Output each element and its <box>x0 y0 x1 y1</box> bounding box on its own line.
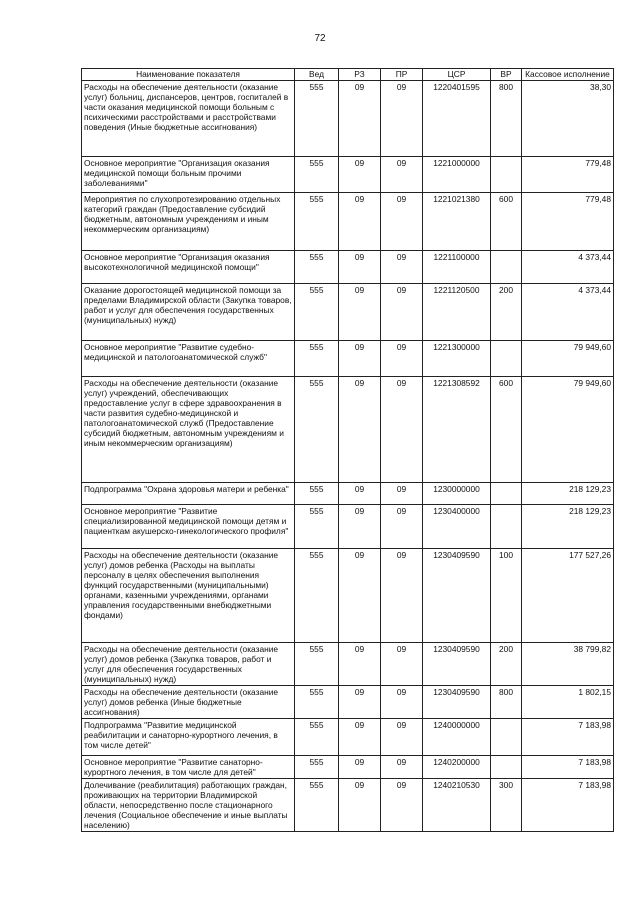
row-amount-cell: 38 799,82 <box>522 643 614 686</box>
row-amount-cell: 218 129,23 <box>522 483 614 505</box>
row-ved-cell: 555 <box>295 377 339 483</box>
column-header-pr: ПР <box>381 69 423 81</box>
row-csr-cell: 1221120500 <box>423 284 491 341</box>
row-rz-cell: 09 <box>339 719 381 756</box>
row-rz-cell: 09 <box>339 377 381 483</box>
table-row <box>82 779 614 832</box>
row-vr-cell <box>491 719 522 756</box>
column-header-name: Наименование показателя <box>82 69 295 81</box>
row-name-cell: Подпрограмма "Охрана здоровья матери и ребенка" <box>82 483 295 505</box>
row-csr-cell: 1221000000 <box>423 157 491 193</box>
row-vr-cell: 200 <box>491 643 522 686</box>
row-rz-cell: 09 <box>339 284 381 341</box>
column-header-vr: ВР <box>491 69 522 81</box>
row-amount-cell: 79 949,60 <box>522 377 614 483</box>
row-rz-cell: 09 <box>339 756 381 779</box>
row-amount-cell: 7 183,98 <box>522 756 614 779</box>
row-pr-cell: 09 <box>381 756 423 779</box>
column-header-csr: ЦСР <box>423 69 491 81</box>
row-pr-cell: 09 <box>381 377 423 483</box>
row-name-cell: Расходы на обеспечение деятельности (оказание услуг) больниц, диспансеров, центров, госпиталей в части оказания медицинской помощи больным с психическими расстройствами и расстройствами поведения (Иные бюджетные ассигнования) <box>82 81 295 157</box>
row-vr-cell: 100 <box>491 549 522 643</box>
row-rz-cell: 09 <box>339 779 381 832</box>
row-vr-cell <box>491 505 522 549</box>
table-row <box>82 284 614 341</box>
row-ved-cell: 555 <box>295 756 339 779</box>
row-vr-cell <box>491 483 522 505</box>
row-ved-cell: 555 <box>295 643 339 686</box>
row-pr-cell: 09 <box>381 719 423 756</box>
row-csr-cell: 1240200000 <box>423 756 491 779</box>
column-header-ved: Вед <box>295 69 339 81</box>
table-row <box>82 756 614 779</box>
row-csr-cell: 1240000000 <box>423 719 491 756</box>
row-csr-cell: 1230409590 <box>423 686 491 719</box>
table-row <box>82 157 614 193</box>
row-pr-cell: 09 <box>381 643 423 686</box>
row-name-cell: Основное мероприятие "Развитие судебно-медицинской и патологоанатомической служб" <box>82 341 295 377</box>
row-pr-cell: 09 <box>381 483 423 505</box>
row-name-cell: Долечивание (реабилитация) работающих граждан, проживающих на территории Владимирской области, непосредственно после стационарного лечения (Социальное обеспечение и иные выплаты населению) <box>82 779 295 832</box>
row-vr-cell <box>491 251 522 284</box>
row-csr-cell: 1230409590 <box>423 549 491 643</box>
row-name-cell: Оказание дорогостоящей медицинской помощи за пределами Владимирской области (Закупка товаров, работ и услуг для обеспечения государственных (муниципальных) нужд) <box>82 284 295 341</box>
row-ved-cell: 555 <box>295 193 339 251</box>
table-row <box>82 643 614 686</box>
row-amount-cell: 7 183,98 <box>522 779 614 832</box>
row-rz-cell: 09 <box>339 341 381 377</box>
row-csr-cell: 1230409590 <box>423 643 491 686</box>
table-row <box>82 483 614 505</box>
column-header-amount: Кассовое исполнение <box>522 69 614 81</box>
row-name-cell: Расходы на обеспечение деятельности (оказание услуг) домов ребенка (Иные бюджетные ассигнования) <box>82 686 295 719</box>
row-csr-cell: 1230400000 <box>423 505 491 549</box>
row-pr-cell: 09 <box>381 686 423 719</box>
row-pr-cell: 09 <box>381 193 423 251</box>
row-vr-cell <box>491 341 522 377</box>
row-name-cell: Основное мероприятие "Организация оказания медицинской помощи больным прочими заболеваниями" <box>82 157 295 193</box>
page-number: 72 <box>314 33 326 44</box>
row-vr-cell: 600 <box>491 377 522 483</box>
row-csr-cell: 1221308592 <box>423 377 491 483</box>
row-ved-cell: 555 <box>295 284 339 341</box>
table-row <box>82 686 614 719</box>
row-pr-cell: 09 <box>381 549 423 643</box>
row-name-cell: Расходы на обеспечение деятельности (оказание услуг) домов ребенка (Расходы на выплаты персоналу в целях обеспечения выполнения функций государственными (муниципальными) органами, казенными учреждениями, органами управления государственными внебюджетными фондами) <box>82 549 295 643</box>
row-vr-cell: 800 <box>491 686 522 719</box>
row-amount-cell: 7 183,98 <box>522 719 614 756</box>
budget-execution-table <box>81 68 614 832</box>
row-name-cell: Мероприятия по слухопротезированию отдельных категорий граждан (Предоставление субсидий бюджетным, автономным учреждениям и иным некоммерческим организациям) <box>82 193 295 251</box>
row-vr-cell <box>491 157 522 193</box>
row-rz-cell: 09 <box>339 157 381 193</box>
row-ved-cell: 555 <box>295 686 339 719</box>
row-csr-cell: 1220401595 <box>423 81 491 157</box>
table-row <box>82 505 614 549</box>
table-row <box>82 341 614 377</box>
row-amount-cell: 4 373,44 <box>522 284 614 341</box>
row-name-cell: Основное мероприятие "Развитие специализированной медицинской помощи детям и пациенткам акушерско-гинекологического профиля" <box>82 505 295 549</box>
row-ved-cell: 555 <box>295 483 339 505</box>
table-row <box>82 719 614 756</box>
row-ved-cell: 555 <box>295 341 339 377</box>
row-pr-cell: 09 <box>381 284 423 341</box>
row-ved-cell: 555 <box>295 251 339 284</box>
row-amount-cell: 177 527,26 <box>522 549 614 643</box>
row-ved-cell: 555 <box>295 81 339 157</box>
row-amount-cell: 1 802,15 <box>522 686 614 719</box>
row-name-cell: Основное мероприятие "Развитие санаторно-курортного лечения, в том числе для детей" <box>82 756 295 779</box>
row-ved-cell: 555 <box>295 157 339 193</box>
row-rz-cell: 09 <box>339 251 381 284</box>
row-amount-cell: 4 373,44 <box>522 251 614 284</box>
row-csr-cell: 1240210530 <box>423 779 491 832</box>
row-vr-cell: 300 <box>491 779 522 832</box>
row-rz-cell: 09 <box>339 505 381 549</box>
table-row <box>82 377 614 483</box>
row-ved-cell: 555 <box>295 505 339 549</box>
row-vr-cell <box>491 756 522 779</box>
row-vr-cell: 800 <box>491 81 522 157</box>
table-row <box>82 193 614 251</box>
table-row <box>82 251 614 284</box>
row-amount-cell: 779,48 <box>522 193 614 251</box>
row-amount-cell: 779,48 <box>522 157 614 193</box>
row-rz-cell: 09 <box>339 193 381 251</box>
table-row <box>82 549 614 643</box>
row-pr-cell: 09 <box>381 505 423 549</box>
row-rz-cell: 09 <box>339 483 381 505</box>
row-ved-cell: 555 <box>295 719 339 756</box>
row-name-cell: Расходы на обеспечение деятельности (оказание услуг) учреждений, обеспечивающих предоставление услуг в сфере здравоохранения в части развития судебно-медицинской и патологоанатомической служб (Предоставление субсидий бюджетным, автономным учреждениям и иным некоммерческим организациям) <box>82 377 295 483</box>
row-rz-cell: 09 <box>339 686 381 719</box>
row-pr-cell: 09 <box>381 779 423 832</box>
table-header-row <box>82 69 614 81</box>
row-csr-cell: 1230000000 <box>423 483 491 505</box>
row-name-cell: Расходы на обеспечение деятельности (оказание услуг) домов ребенка (Закупка товаров, работ и услуг для обеспечения государственных (муниципальных) нужд) <box>82 643 295 686</box>
row-vr-cell: 600 <box>491 193 522 251</box>
row-amount-cell: 218 129,23 <box>522 505 614 549</box>
row-csr-cell: 1221021380 <box>423 193 491 251</box>
row-rz-cell: 09 <box>339 643 381 686</box>
row-pr-cell: 09 <box>381 157 423 193</box>
row-pr-cell: 09 <box>381 251 423 284</box>
row-amount-cell: 79 949,60 <box>522 341 614 377</box>
table-row <box>82 81 614 157</box>
row-csr-cell: 1221100000 <box>423 251 491 284</box>
row-amount-cell: 38,30 <box>522 81 614 157</box>
row-rz-cell: 09 <box>339 549 381 643</box>
row-csr-cell: 1221300000 <box>423 341 491 377</box>
row-vr-cell: 200 <box>491 284 522 341</box>
row-rz-cell: 09 <box>339 81 381 157</box>
row-name-cell: Подпрограмма "Развитие медицинской реабилитации и санаторно-курортного лечения, в том числе детей" <box>82 719 295 756</box>
row-ved-cell: 555 <box>295 779 339 832</box>
column-header-rz: РЗ <box>339 69 381 81</box>
row-name-cell: Основное мероприятие "Организация оказания высокотехнологичной медицинской помощи" <box>82 251 295 284</box>
row-pr-cell: 09 <box>381 81 423 157</box>
row-ved-cell: 555 <box>295 549 339 643</box>
row-pr-cell: 09 <box>381 341 423 377</box>
